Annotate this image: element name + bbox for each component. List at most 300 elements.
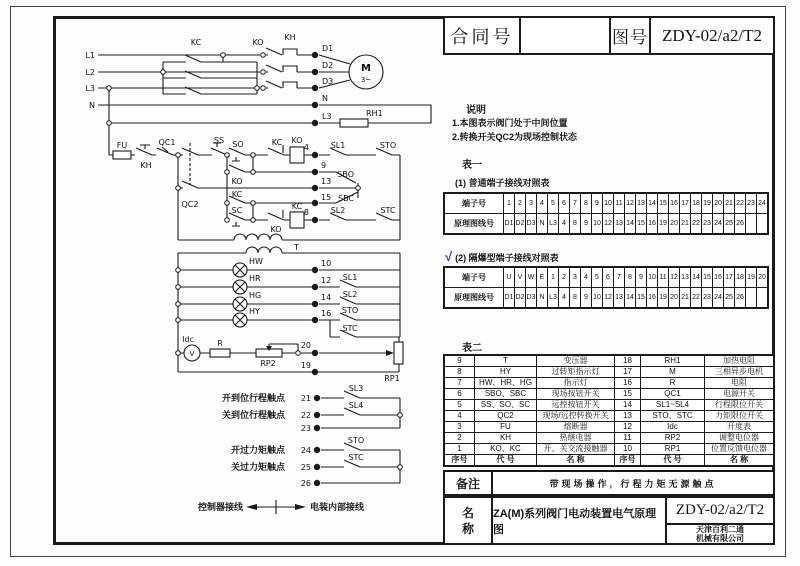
transformer-secondary bbox=[178, 247, 400, 253]
remark-text: 带现场操作, 行程力矩无源触点 bbox=[549, 478, 717, 489]
wire-23: 23 bbox=[300, 424, 311, 433]
phase-l3-label: L3 bbox=[85, 84, 95, 93]
terminal-cells bbox=[504, 268, 767, 287]
comp-code: T bbox=[475, 356, 537, 366]
note-item-1: 1.本图表示阀门处于中间位置 bbox=[452, 118, 568, 128]
terminal-cell: 17 bbox=[680, 194, 691, 213]
rh1-label: RH1 bbox=[366, 109, 383, 118]
sc-label: SC bbox=[231, 206, 243, 215]
remark-label: 备注 bbox=[445, 472, 493, 494]
wire-cell: 13 bbox=[614, 214, 625, 233]
terminal-cell: 16 bbox=[669, 194, 680, 213]
rp2-label: RP2 bbox=[260, 359, 276, 368]
lamp-hg-x bbox=[235, 299, 245, 309]
comp-code: KH bbox=[475, 433, 537, 443]
wire-12: 12 bbox=[321, 276, 332, 285]
wire-cells bbox=[504, 288, 767, 307]
wire-25: 25 bbox=[300, 463, 311, 472]
terminal-cell: 1 bbox=[548, 268, 559, 287]
terminal-l3: L3 bbox=[322, 112, 332, 121]
terminal-cell: 13 bbox=[680, 268, 691, 287]
terminal-cell: W bbox=[526, 268, 537, 287]
comp-name: 熔断器 bbox=[537, 422, 615, 432]
wire-20: 20 bbox=[300, 341, 311, 350]
terminal-cell: 15 bbox=[658, 194, 669, 213]
wire-cell: 14 bbox=[625, 214, 636, 233]
lamp-rows bbox=[178, 253, 400, 372]
comp-code: SL1~SL4 bbox=[641, 400, 705, 410]
terminal-cell: 14 bbox=[691, 268, 702, 287]
fu-label: FU bbox=[116, 141, 128, 150]
name-right-column bbox=[667, 498, 773, 543]
wire-26: 26 bbox=[300, 479, 311, 488]
name-block bbox=[443, 496, 775, 545]
comp-code: SS、SO、SC bbox=[475, 400, 537, 410]
component-row bbox=[445, 366, 773, 377]
close-travel-label: 关到位行程触点 bbox=[221, 411, 285, 421]
terminal-cell: 4 bbox=[537, 194, 548, 213]
motor-m: M bbox=[361, 63, 371, 74]
comp-name: 力矩限位开关 bbox=[715, 411, 763, 420]
terminal-dots bbox=[312, 52, 320, 486]
contract-no-value bbox=[521, 18, 611, 53]
close-torque-label: 关过力矩触点 bbox=[230, 463, 285, 473]
wire-22: 22 bbox=[300, 411, 311, 420]
wire-cell bbox=[757, 288, 767, 307]
comp-code: QC1 bbox=[641, 389, 705, 399]
wire-cell: 15 bbox=[636, 214, 647, 233]
comp-code: STO、STC bbox=[641, 411, 705, 421]
terminal-d1: D1 bbox=[322, 44, 334, 53]
comp-code: Idc bbox=[641, 422, 705, 432]
kc-coil bbox=[290, 212, 304, 228]
terminal-cell: 3 bbox=[570, 268, 581, 287]
terminal-cell: 5 bbox=[592, 268, 603, 287]
wire-cell: 21 bbox=[680, 288, 691, 307]
wire-16: 16 bbox=[321, 309, 332, 318]
wire-cell: 23 bbox=[702, 288, 713, 307]
kh2-label: KH bbox=[140, 161, 152, 170]
comp-code: HW、HR、HG bbox=[475, 378, 537, 388]
hy-label: HY bbox=[249, 307, 260, 316]
rp1-potentiometer bbox=[394, 342, 403, 364]
wire-cell: 15 bbox=[636, 288, 647, 307]
wire-cell: 24 bbox=[713, 288, 724, 307]
component-row bbox=[445, 356, 773, 366]
comp-name: 过转矩指示灯 bbox=[537, 367, 615, 377]
comp-name: 现场按钮开关 bbox=[537, 389, 615, 399]
comp-no: 13 bbox=[615, 411, 641, 421]
wire-cell: 23 bbox=[702, 214, 713, 233]
sto-contact-label: STO bbox=[347, 436, 365, 445]
comp-name: 加热电阻 bbox=[723, 356, 755, 365]
transformer-label: T bbox=[294, 243, 299, 252]
wire-19: 19 bbox=[300, 361, 311, 370]
terminal-cell: 20 bbox=[758, 274, 766, 281]
notes-heading: 说明 bbox=[466, 105, 486, 116]
wire-cell: D1 bbox=[504, 288, 515, 307]
comp-no: 17 bbox=[615, 367, 641, 377]
table1-heading: 表一 bbox=[462, 160, 482, 171]
comp-no: 16 bbox=[615, 378, 641, 388]
comp-name: 开度表 bbox=[727, 422, 751, 431]
table-row bbox=[445, 268, 767, 287]
terminal-cell: 6 bbox=[559, 194, 570, 213]
kc-coil-label: KC bbox=[291, 202, 303, 211]
terminal-cell: E bbox=[537, 268, 548, 287]
terminal-cell: 8 bbox=[581, 194, 592, 213]
terminal-cell: 5 bbox=[548, 194, 559, 213]
rp1-wiper-arrow bbox=[386, 350, 394, 356]
lamp-hr-x bbox=[235, 282, 245, 292]
footer-cell: 代 号 bbox=[641, 455, 705, 465]
divider-right-arrow bbox=[295, 504, 306, 510]
wire-cell: 10 bbox=[592, 214, 603, 233]
footer-cell: 名 称 bbox=[537, 455, 615, 465]
wire-cell: D3 bbox=[526, 214, 537, 233]
comp-no: 14 bbox=[615, 400, 641, 410]
drawing-no-value: ZDY-02/a2/T2 bbox=[661, 25, 763, 45]
phase-l1-label: L1 bbox=[85, 51, 95, 60]
controller-wiring-label: 控制器接线 bbox=[197, 503, 243, 513]
kc-aux-label: KC bbox=[231, 190, 243, 199]
table-row bbox=[445, 213, 767, 233]
comp-no: 7 bbox=[445, 378, 475, 388]
terminal-cell: 23 bbox=[746, 194, 757, 213]
hg-label: HG bbox=[249, 291, 262, 300]
component-row bbox=[445, 443, 773, 454]
terminal-cell: 7 bbox=[570, 194, 581, 213]
wire-cell: 8 bbox=[570, 288, 581, 307]
stc-lamp-label: STC bbox=[342, 324, 358, 333]
wire-cell: 22 bbox=[691, 214, 702, 233]
r-resistor bbox=[210, 349, 230, 357]
wire-cell: 26 bbox=[735, 214, 746, 233]
terminal-n: N bbox=[322, 94, 328, 103]
note-item-2: 2.转换开关QC2为现场控制状态 bbox=[452, 132, 578, 142]
terminal-cells bbox=[504, 194, 767, 213]
exproof-title-text: (2) 隔爆型端子接线对照表 bbox=[455, 253, 559, 263]
sl4-label: SL4 bbox=[348, 401, 364, 410]
kh-label: KH bbox=[284, 33, 296, 42]
stc-contact-label: STC bbox=[348, 453, 364, 462]
wire-cell: 9 bbox=[581, 214, 592, 233]
comp-code: RH1 bbox=[641, 356, 705, 366]
hr-label: HR bbox=[249, 274, 261, 283]
wire-cell: N bbox=[537, 288, 548, 307]
terminal-cell: 22 bbox=[735, 194, 746, 213]
drawing-no-label: 图号 bbox=[611, 18, 651, 53]
motor-phase: 3~ bbox=[360, 76, 372, 84]
footer-cell: 序号 bbox=[445, 455, 475, 465]
terminal-cell: 11 bbox=[658, 268, 669, 287]
sl1-lamp-label: SL1 bbox=[342, 273, 358, 282]
comp-code: FU bbox=[475, 422, 537, 432]
wire-cell bbox=[746, 214, 757, 233]
terminal-cell: 3 bbox=[526, 194, 537, 213]
comp-code: RP1 bbox=[641, 444, 705, 454]
comp-name: 三相异步电机 bbox=[715, 367, 763, 376]
wire-14: 14 bbox=[321, 293, 332, 302]
sl3-label: SL3 bbox=[348, 384, 364, 393]
footer-cell: 代 号 bbox=[475, 455, 537, 465]
wire-10: 10 bbox=[321, 259, 332, 268]
name-label-char2: 称 bbox=[461, 521, 474, 536]
comp-no: 10 bbox=[615, 444, 641, 454]
terminal-cell: 10 bbox=[603, 194, 614, 213]
wire-cell: D2 bbox=[515, 288, 526, 307]
remark-block bbox=[443, 470, 775, 496]
terminal-cell: 8 bbox=[625, 268, 636, 287]
wire-4: 4 bbox=[303, 143, 309, 152]
wire-21: 21 bbox=[300, 394, 311, 403]
terminal-cell: 17 bbox=[724, 268, 735, 287]
checkmark: √ bbox=[445, 249, 453, 264]
footer-cell: 名 称 bbox=[729, 455, 749, 464]
ss-label: SS bbox=[213, 136, 225, 145]
table-row bbox=[445, 194, 767, 213]
comp-name: 电阻 bbox=[731, 378, 747, 387]
wire-cell: D1 bbox=[504, 214, 515, 233]
comp-name: 现场/远控转换开关 bbox=[537, 411, 615, 421]
terminal-cell: 12 bbox=[625, 194, 636, 213]
wire-cell bbox=[757, 214, 767, 233]
row-label: 原理图线号 bbox=[445, 288, 504, 307]
ordinary-terminal-table bbox=[443, 192, 769, 235]
sto-lamp-label: STO bbox=[341, 306, 359, 315]
comp-no: 5 bbox=[445, 400, 475, 410]
wire-cell: 26 bbox=[735, 288, 746, 307]
wire-cell: 19 bbox=[658, 288, 669, 307]
component-table-footer bbox=[445, 454, 773, 465]
power-lines bbox=[98, 48, 312, 105]
terminal-cell: 4 bbox=[581, 268, 592, 287]
terminal-d2: D2 bbox=[322, 61, 334, 70]
meter-row bbox=[178, 337, 399, 372]
wire-cell: D2 bbox=[515, 214, 526, 233]
meter-v: V bbox=[189, 350, 195, 358]
wire-cell: 20 bbox=[669, 288, 680, 307]
divider-left-arrow bbox=[246, 504, 257, 510]
terminal-cell: 11 bbox=[614, 194, 625, 213]
terminal-cell: 9 bbox=[636, 268, 647, 287]
comp-code: RP2 bbox=[641, 433, 705, 443]
ko-coil bbox=[290, 147, 304, 163]
wire-cells bbox=[504, 214, 767, 233]
comp-no: 2 bbox=[445, 433, 475, 443]
comp-name: 变压器 bbox=[537, 356, 615, 366]
sl1-label: SL1 bbox=[330, 141, 346, 150]
footer-cell: 序号 bbox=[615, 455, 641, 465]
qc1-label: QC1 bbox=[158, 138, 176, 147]
component-rows bbox=[445, 356, 773, 454]
comp-name: 电源开关 bbox=[723, 389, 755, 398]
row-label: 原理图线号 bbox=[445, 214, 504, 233]
comp-no: 6 bbox=[445, 389, 475, 399]
wire-15: 15 bbox=[321, 193, 332, 202]
terminal-cell: 2 bbox=[559, 268, 570, 287]
comp-code: HY bbox=[475, 367, 537, 377]
terminal-cell: 6 bbox=[603, 268, 614, 287]
drawing-title: ZA(M)系列阀门电动装置电气原理图 bbox=[493, 498, 667, 543]
neutral-label: N bbox=[89, 101, 95, 110]
wire-cell: 25 bbox=[724, 288, 735, 307]
terminal-cell: U bbox=[504, 268, 515, 287]
terminal-cell: 10 bbox=[647, 268, 658, 287]
wire-cell: 16 bbox=[647, 214, 658, 233]
terminal-cell: 13 bbox=[636, 194, 647, 213]
terminal-cell: 24 bbox=[758, 200, 766, 207]
title-block bbox=[443, 16, 775, 55]
component-table bbox=[443, 354, 775, 467]
ko-aux-label: KO bbox=[231, 177, 243, 186]
drawing-no-bottom: ZDY-02/a2/T2 bbox=[667, 498, 773, 525]
lamp-hw-x bbox=[235, 265, 245, 275]
component-row bbox=[445, 432, 773, 443]
row-label: 端子号 bbox=[445, 194, 504, 213]
wire-9: 9 bbox=[321, 161, 327, 170]
wire-cell: 16 bbox=[647, 288, 658, 307]
terminal-cell: 15 bbox=[702, 268, 713, 287]
wire-cell: 20 bbox=[669, 214, 680, 233]
name-label bbox=[445, 498, 493, 543]
ko-coil-label: KO bbox=[291, 136, 303, 145]
wire-cell: 19 bbox=[658, 214, 669, 233]
wire-cell: 25 bbox=[724, 214, 735, 233]
comp-no: 3 bbox=[445, 422, 475, 432]
wire-24: 24 bbox=[300, 446, 311, 455]
ko-label: KO bbox=[252, 38, 264, 47]
comp-no: 18 bbox=[615, 356, 641, 366]
wire-cell: L3 bbox=[548, 288, 559, 307]
sl2-lamp-label: SL2 bbox=[342, 290, 358, 299]
terminal-cell: 20 bbox=[713, 194, 724, 213]
sbo-label: SBO bbox=[337, 170, 354, 179]
comp-name: 位置反馈电位器 bbox=[711, 444, 767, 453]
comp-name: 远控按钮开关 bbox=[537, 400, 615, 410]
stc-label: STC bbox=[380, 206, 396, 215]
sbc-label: SBC bbox=[337, 194, 354, 203]
comp-code: SBO、SBC bbox=[475, 389, 537, 399]
rp1-label: RP1 bbox=[384, 374, 400, 383]
open-torque-label: 开过力矩触点 bbox=[230, 446, 285, 456]
wire-cell: 8 bbox=[570, 214, 581, 233]
component-row bbox=[445, 421, 773, 432]
terminal-cell: 14 bbox=[647, 194, 658, 213]
idc-label: Idc bbox=[182, 335, 194, 344]
wire-cell: 14 bbox=[625, 288, 636, 307]
wire-13: 13 bbox=[321, 177, 332, 186]
wire-8: 8 bbox=[303, 208, 309, 217]
lamp-hy-x bbox=[235, 315, 245, 325]
component-row bbox=[445, 410, 773, 421]
comp-no: 9 bbox=[445, 356, 475, 366]
company-name bbox=[667, 525, 773, 543]
terminal-cell: 19 bbox=[702, 194, 713, 213]
comp-no: 11 bbox=[615, 433, 641, 443]
fu-fuse bbox=[113, 151, 131, 159]
open-travel-label: 开到位行程触点 bbox=[221, 394, 285, 404]
sto-label: STO bbox=[379, 141, 397, 150]
company-line1: 天津百利二通 bbox=[696, 525, 744, 534]
comp-no: 1 bbox=[445, 444, 475, 454]
table1-exproof-title bbox=[445, 249, 559, 264]
component-row bbox=[445, 388, 773, 399]
phase-l2-label: L2 bbox=[85, 68, 95, 77]
rh1-resistor bbox=[340, 119, 368, 127]
comp-name: 开、关交流接触器 bbox=[537, 444, 615, 454]
wire-cell: 21 bbox=[680, 214, 691, 233]
terminal-cell: 9 bbox=[592, 194, 603, 213]
terminal-d3: D3 bbox=[322, 77, 334, 86]
terminal-cell: 12 bbox=[669, 268, 680, 287]
table2-heading: 表二 bbox=[462, 343, 482, 354]
comp-code: QC2 bbox=[475, 411, 537, 421]
row-label: 端子号 bbox=[445, 268, 504, 287]
transformer-primary bbox=[178, 234, 400, 240]
terminal-cell: 18 bbox=[691, 194, 702, 213]
qc2-label: QC2 bbox=[181, 200, 199, 209]
wire-cell: 12 bbox=[603, 288, 614, 307]
terminal-cell: 18 bbox=[735, 268, 746, 287]
comp-name: 行程限位开关 bbox=[715, 400, 763, 409]
wire-cell bbox=[746, 288, 757, 307]
comp-no: 15 bbox=[615, 389, 641, 399]
wire-cell: 24 bbox=[713, 214, 724, 233]
component-row bbox=[445, 399, 773, 410]
wire-cell: 10 bbox=[592, 288, 603, 307]
r-label: R bbox=[217, 339, 223, 348]
kc-nc-label: KC bbox=[271, 138, 283, 147]
comp-code: R bbox=[641, 378, 705, 388]
comp-name: 热继电器 bbox=[537, 433, 615, 443]
wire-cell: 4 bbox=[559, 288, 570, 307]
terminal-cell: 16 bbox=[713, 268, 724, 287]
wire-cell: N bbox=[537, 214, 548, 233]
so-label: SO bbox=[232, 140, 244, 149]
terminal-cell: 7 bbox=[614, 268, 625, 287]
name-label-char1: 名 bbox=[461, 505, 474, 520]
comp-name: 调整电位器 bbox=[719, 433, 759, 442]
terminal-cell: 2 bbox=[515, 194, 526, 213]
ko-nc-label: KO bbox=[270, 225, 282, 234]
terminal-cell: V bbox=[515, 268, 526, 287]
table1-ordinary-title: (1) 普通端子接线对照表 bbox=[455, 178, 550, 188]
comp-code: KO、KC bbox=[475, 444, 537, 454]
table-row bbox=[445, 287, 767, 307]
component-row bbox=[445, 377, 773, 388]
wire-cell: L3 bbox=[548, 214, 559, 233]
exproof-terminal-table bbox=[443, 266, 769, 309]
wire-cell: 12 bbox=[603, 214, 614, 233]
sl2-label: SL2 bbox=[330, 206, 346, 215]
contract-no-label: 合同号 bbox=[445, 18, 521, 53]
comp-no: 8 bbox=[445, 367, 475, 377]
wire-cell: 13 bbox=[614, 288, 625, 307]
terminal-cell: 21 bbox=[724, 194, 735, 213]
wire-cell: 22 bbox=[691, 288, 702, 307]
comp-no: 12 bbox=[615, 422, 641, 432]
comp-no: 4 bbox=[445, 411, 475, 421]
company-line2: 机械有限公司 bbox=[696, 534, 744, 543]
internal-wiring-label: 电装内部接线 bbox=[310, 503, 365, 513]
comp-code: M bbox=[641, 367, 705, 377]
kc-label: KC bbox=[190, 38, 202, 47]
wire-cell: 9 bbox=[581, 288, 592, 307]
terminal-cell: 1 bbox=[504, 194, 515, 213]
terminal-cell: 19 bbox=[746, 268, 757, 287]
wire-cell: D3 bbox=[526, 288, 537, 307]
